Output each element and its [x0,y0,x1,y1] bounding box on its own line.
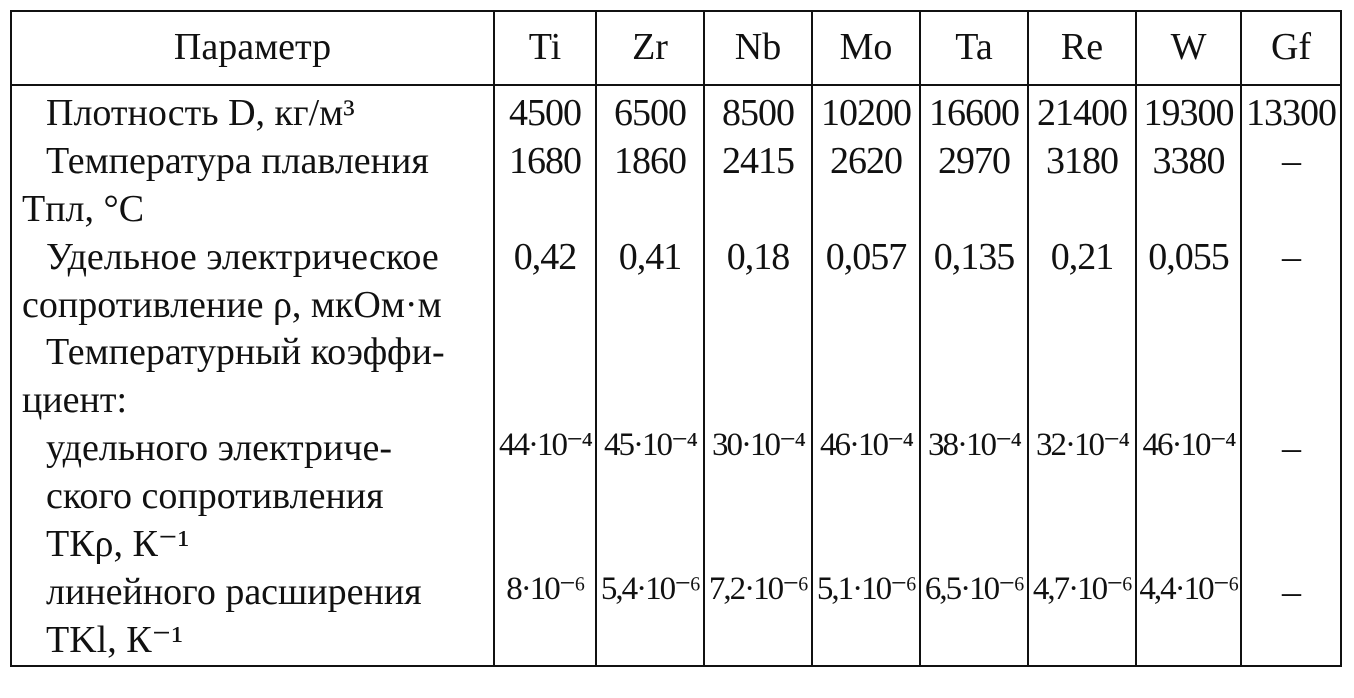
value-cell: 38·10⁻⁴ [920,425,1028,569]
value-cell: 0,42 [494,234,596,330]
value-cell [1028,329,1136,425]
param-line: Tпл, °C [22,187,145,230]
param-line: Температура плавления [46,139,429,182]
param-cell [11,569,494,666]
header-cell-nb: Nb [704,11,812,85]
value-cell: 19300 [1136,85,1241,138]
header-cell-param: Параметр [11,11,494,85]
value-cell: 46·10⁻⁴ [812,425,920,569]
value-cell: 8·10⁻⁶ [494,569,596,666]
table-row-density [11,85,1341,138]
table-row-resistivity [11,234,1341,330]
value-cell: 2415 [704,138,812,234]
table-row-melting-temp [11,138,1341,234]
header-cell-gf: Gf [1241,11,1341,85]
value-cell: 0,41 [596,234,704,330]
value-cell [812,329,920,425]
value-cell: 2620 [812,138,920,234]
param-line: сопротивление ρ, мкОм·м [22,283,442,326]
value-cell: 2970 [920,138,1028,234]
param-line: ТКρ, К⁻¹ [46,522,190,565]
properties-table [10,10,1342,667]
value-cell: 45·10⁻⁴ [596,425,704,569]
table-row-tcl [11,569,1341,666]
value-cell: 1860 [596,138,704,234]
value-cell: 4,4·10⁻⁶ [1136,569,1241,666]
value-cell: 5,4·10⁻⁶ [596,569,704,666]
value-cell [1136,329,1241,425]
value-cell: 0,055 [1136,234,1241,330]
value-cell: 21400 [1028,85,1136,138]
table-row-temp-coefficient [11,329,1341,425]
param-cell [11,425,494,569]
value-cell: 1680 [494,138,596,234]
value-cell: 8500 [704,85,812,138]
param-line: TKl, К⁻¹ [46,618,184,661]
param-line: Удельное электрическое [46,235,439,278]
value-cell: 30·10⁻⁴ [704,425,812,569]
header-cell-zr: Zr [596,11,704,85]
value-cell [704,329,812,425]
value-cell: – [1241,234,1341,330]
value-cell: 0,18 [704,234,812,330]
param-line: линейного расширения [46,570,422,613]
header-cell-mo: Mo [812,11,920,85]
value-cell [596,329,704,425]
value-cell: 16600 [920,85,1028,138]
param-cell [11,85,494,138]
value-cell: – [1241,569,1341,666]
value-cell: – [1241,138,1341,234]
value-cell: 3380 [1136,138,1241,234]
param-cell [11,329,494,425]
value-cell: 4,7·10⁻⁶ [1028,569,1136,666]
value-cell: 0,135 [920,234,1028,330]
header-cell-ti: Ti [494,11,596,85]
value-cell: 6,5·10⁻⁶ [920,569,1028,666]
value-cell: 4500 [494,85,596,138]
value-cell: 44·10⁻⁴ [494,425,596,569]
value-cell [1241,329,1341,425]
value-cell [920,329,1028,425]
table-header-row [11,11,1341,85]
param-line: циент: [22,379,128,422]
value-cell: 6500 [596,85,704,138]
value-cell: 0,21 [1028,234,1136,330]
param-cell [11,234,494,330]
table-row-tcr [11,425,1341,569]
value-cell: 32·10⁻⁴ [1028,425,1136,569]
header-cell-ta: Ta [920,11,1028,85]
header-cell-w: W [1136,11,1241,85]
param-cell [11,138,494,234]
value-cell: 13300 [1241,85,1341,138]
value-cell: 46·10⁻⁴ [1136,425,1241,569]
header-cell-re: Re [1028,11,1136,85]
value-cell: – [1241,425,1341,569]
value-cell: 0,057 [812,234,920,330]
param-line: ского сопротивления [46,475,384,517]
value-cell: 3180 [1028,138,1136,234]
value-cell [494,329,596,425]
value-cell: 10200 [812,85,920,138]
param-line: удельного электриче- [46,427,393,470]
value-cell: 5,1·10⁻⁶ [812,569,920,666]
value-cell: 7,2·10⁻⁶ [704,569,812,666]
param-line: Плотность D, кг/м³ [46,92,355,134]
param-line: Температурный коэффи- [46,331,445,374]
